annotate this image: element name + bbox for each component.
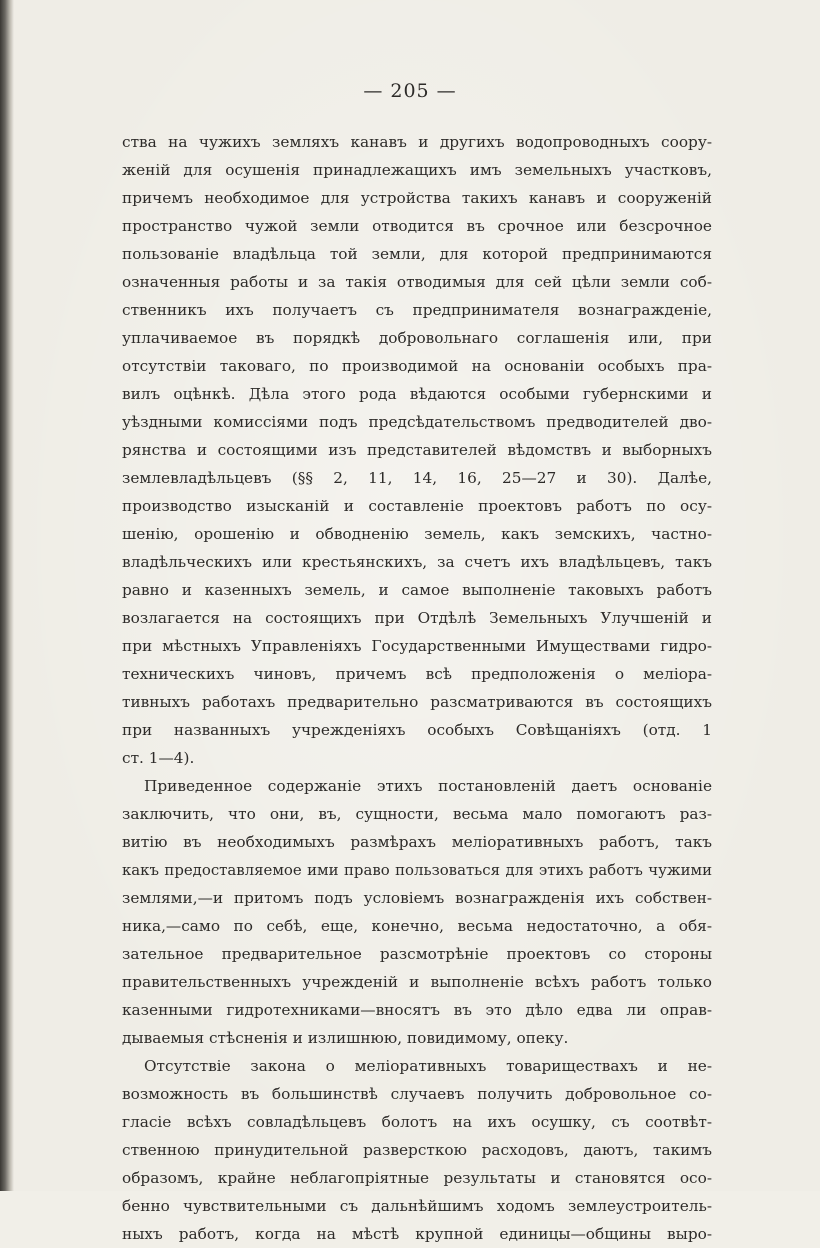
text-line: дываемыя стѣсненія и излишнюю, повидимому, опеку.	[122, 1029, 569, 1047]
text-line: пространство чужой земли отводится въ срочное или безсрочное	[122, 217, 712, 235]
text-line: Приведенное содержаніе этихъ постановленій даетъ основаніе	[144, 777, 712, 795]
text-line: вилъ оцѣнкѣ. Дѣла этого рода вѣдаются особыми губернскими и	[122, 385, 712, 403]
text-line: при названныхъ учрежденіяхъ особыхъ Совѣщаніяхъ (отд. 1	[122, 721, 712, 739]
page-text	[122, 128, 712, 1248]
paragraph	[122, 128, 712, 772]
page-number: — 205 —	[363, 80, 457, 102]
text-line: уплачиваемое въ порядкѣ добровольнаго соглашенія или, при	[122, 329, 712, 347]
text-line: ственникъ ихъ получаетъ съ предпринимателя вознагражденіе,	[122, 301, 712, 319]
text-line: владѣльческихъ или крестьянскихъ, за счетъ ихъ владѣльцевъ, такъ	[122, 553, 712, 571]
text-line: бенно чувствительными съ дальнѣйшимъ ходомъ землеустроитель-	[122, 1197, 712, 1215]
text-line: ст. 1—4).	[122, 749, 195, 767]
text-line: уѣздными комиссіями подъ предсѣдательствомъ предводителей дво-	[122, 413, 712, 431]
text-line: гласіе всѣхъ совладѣльцевъ болотъ на ихъ осушку, съ соотвѣт-	[122, 1113, 712, 1131]
text-line: рянства и состоящими изъ представителей вѣдомствъ и выборныхъ	[122, 441, 712, 459]
text-line: землями,—и притомъ подъ условіемъ вознагражденія ихъ собствен-	[122, 889, 712, 907]
text-line: равно и казенныхъ земель, и самое выполненіе таковыхъ работъ	[122, 581, 712, 599]
text-line: ныхъ работъ, когда на мѣстѣ крупной единицы—общины выро-	[122, 1225, 712, 1243]
text-line: правительственныхъ учрежденій и выполненіе всѣхъ работъ только	[122, 973, 712, 991]
text-line: техническихъ чиновъ, причемъ всѣ предположенія о меліора-	[122, 665, 712, 683]
text-line: ства на чужихъ земляхъ канавъ и другихъ водопроводныхъ соору-	[122, 133, 712, 151]
text-line: зательное предварительное разсмотрѣніе проектовъ со стороны	[122, 945, 712, 963]
text-line: казенными гидротехниками—вносятъ въ это дѣло едва ли оправ-	[122, 1001, 712, 1019]
text-line: производство изысканій и составленіе проектовъ работъ по осу-	[122, 497, 712, 515]
text-line: возлагается на состоящихъ при Отдѣлѣ Земельныхъ Улучшеній и	[122, 609, 712, 627]
text-line: витію въ необходимыхъ размѣрахъ меліоративныхъ работъ, такъ	[122, 833, 712, 851]
text-line: при мѣстныхъ Управленіяхъ Государственными Имуществами гидро-	[122, 637, 712, 655]
text-line: причемъ необходимое для устройства такихъ канавъ и сооруженій	[122, 189, 712, 207]
text-line: ственною принудительной разверсткою расходовъ, даютъ, такимъ	[122, 1141, 712, 1159]
text-line: тивныхъ работахъ предварительно разсматриваются въ состоящихъ	[122, 693, 712, 711]
text-line: заключить, что они, въ, сущности, весьма мало помогаютъ раз-	[122, 805, 712, 823]
text-line: женій для осушенія принадлежащихъ имъ земельныхъ участковъ,	[122, 161, 712, 179]
text-line: означенныя работы и за такія отводимыя для сей цѣли земли соб-	[122, 273, 712, 291]
text-line: землевладѣльцевъ (§§ 2, 11, 14, 16, 25—27 и 30). Далѣе,	[122, 469, 712, 487]
text-line: шенію, орошенію и обводненію земель, какъ земскихъ, частно-	[122, 525, 712, 543]
text-line: какъ предоставляемое ими право пользоваться для этихъ работъ чужими	[122, 861, 712, 879]
text-line: ника,—само по себѣ, еще, конечно, весьма недостаточно, а обя-	[122, 917, 712, 935]
text-line: образомъ, крайне неблагопріятные результаты и становятся осо-	[122, 1169, 712, 1187]
paragraph	[122, 1052, 712, 1248]
binding-edge-shadow	[0, 0, 14, 1191]
paragraph	[122, 772, 712, 1052]
text-line: пользованіе владѣльца той земли, для которой предпринимаются	[122, 245, 712, 263]
text-line: отсутствіи таковаго, по производимой на основаніи особыхъ пра-	[122, 357, 712, 375]
text-line: возможность въ большинствѣ случаевъ получить добровольное со-	[122, 1085, 712, 1103]
text-line: Отсутствіе закона о меліоративныхъ товариществахъ и не-	[144, 1057, 712, 1075]
